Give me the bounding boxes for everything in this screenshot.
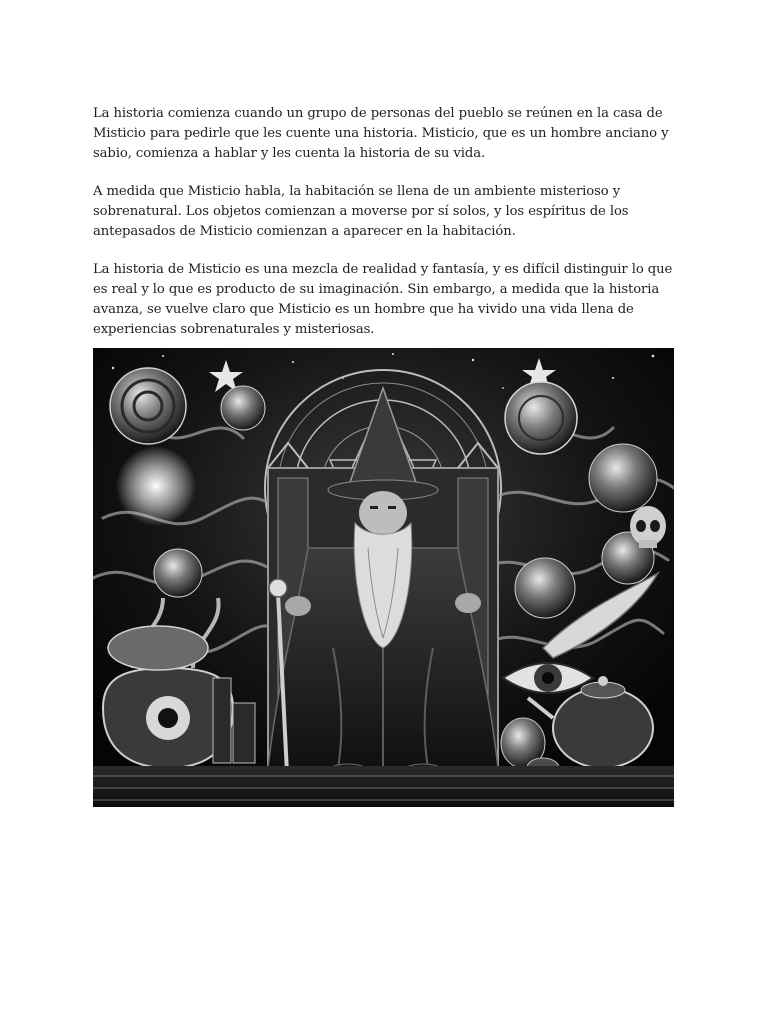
magic-flash bbox=[116, 446, 196, 526]
paragraph-1: La historia comienza cuando un grupo de personas del pueblo se reúnen en la casa de Misticio para pedirle que les cuente una historia. Misticio, que es un hombre anciano y sabio, comienza a hablar y les cuenta la historia de su vida. bbox=[93, 106, 669, 161]
wizard-illustration bbox=[93, 348, 674, 807]
ornate-dome bbox=[108, 626, 208, 670]
wizard-illustration-art bbox=[93, 348, 674, 807]
floor bbox=[93, 766, 674, 807]
paragraph-3: La historia de Misticio es una mezcla de realidad y fantasía, y es difícil distinguir lo que es real y lo que es producto de su imaginación. Sin embargo, a medida que la historia avanza, se vuelve claro que Misticio es un hombre que ha vivido una vida llena de experiencias sobrenaturales y misteriosas. bbox=[93, 262, 673, 337]
body-text bbox=[93, 104, 673, 358]
paragraph-2: A medida que Misticio habla, la habitación se llena de un ambiente misterioso y sobrenatural. Los objetos comienzan a moverse por sí solos, y los espíritus de los antepasados de Misticio comienzan a aparecer en la habitación. bbox=[93, 184, 629, 239]
